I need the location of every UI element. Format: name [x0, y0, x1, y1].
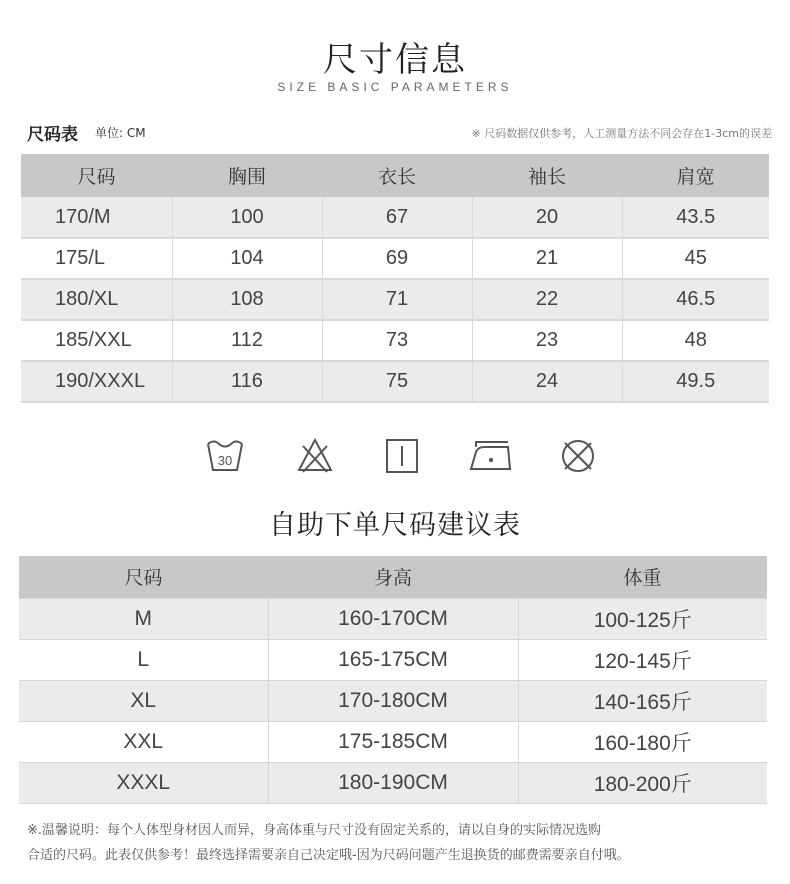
size-table-unit: 单位: CM [95, 126, 146, 140]
footnote-line: ※.温馨说明：每个人体型身材因人而异，身高体重与尺寸没有固定关系的，请以自身的实际情况选购 [27, 823, 602, 838]
table-cell: 69 [322, 238, 472, 279]
table-cell: 49.5 [622, 361, 769, 402]
table-cell: XL [19, 680, 268, 721]
table-row [19, 721, 767, 762]
table-cell: 180/XL [21, 279, 172, 320]
table-cell: 180-190CM [268, 762, 518, 803]
table-cell: 100-125斤 [518, 598, 767, 639]
table-cell: 100 [172, 197, 322, 238]
recommend-table [19, 556, 767, 804]
table-cell: 43.5 [622, 197, 769, 238]
table-cell: M [19, 598, 268, 639]
care-instructions [0, 436, 790, 476]
table-cell: 160-180斤 [518, 721, 767, 762]
table-cell: 67 [322, 197, 472, 238]
table-cell: 175-185CM [268, 721, 518, 762]
table-cell: 175/L [21, 238, 172, 279]
table-cell: 45 [622, 238, 769, 279]
footnote-line: 合适的尺码。此表仅供参考！最终选择需要亲自己决定哦-因为尺码问题产生退换货的邮费需要亲自付哦。 [27, 848, 630, 863]
hang-dry-icon [382, 436, 422, 476]
recommend-table-header-row [19, 556, 767, 598]
table-cell: 24 [472, 361, 622, 402]
table-row [21, 279, 769, 320]
table-cell: 165-175CM [268, 639, 518, 680]
table-row [19, 639, 767, 680]
table-cell: 120-145斤 [518, 639, 767, 680]
table-cell: 170/M [21, 197, 172, 238]
recommend-table-title: 自助下单尺码建议表 [269, 510, 521, 541]
footnote [27, 818, 782, 868]
table-cell: XXL [19, 721, 268, 762]
table-cell: 108 [172, 279, 322, 320]
table-cell: 21 [472, 238, 622, 279]
page-subtitle: SIZE BASIC PARAMETERS [277, 80, 513, 94]
size-table-header-row [21, 154, 769, 197]
iron-low-icon [468, 436, 514, 476]
column-header: 尺码 [21, 154, 172, 197]
table-cell: 185/XXL [21, 320, 172, 361]
wash-30-icon [205, 436, 245, 476]
size-table-header [27, 120, 772, 145]
table-row [19, 598, 767, 639]
size-table-name: 尺码表 [27, 125, 78, 145]
table-cell: 180-200斤 [518, 762, 767, 803]
table-cell: 20 [472, 197, 622, 238]
table-cell: 73 [322, 320, 472, 361]
table-cell: 48 [622, 320, 769, 361]
no-dry-clean-icon [558, 436, 598, 476]
table-cell: 160-170CM [268, 598, 518, 639]
table-cell: 104 [172, 238, 322, 279]
column-header: 体重 [518, 556, 767, 598]
table-cell: 190/XXXL [21, 361, 172, 402]
column-header: 袖长 [472, 154, 622, 197]
table-row [21, 238, 769, 279]
size-table [21, 154, 769, 403]
table-row [19, 680, 767, 721]
wash-temp-label: 30 [217, 453, 233, 468]
column-header: 身高 [268, 556, 518, 598]
column-header: 尺码 [19, 556, 268, 598]
no-bleach-icon [295, 436, 335, 476]
table-row [21, 361, 769, 402]
table-cell: 75 [322, 361, 472, 402]
column-header: 衣长 [322, 154, 472, 197]
table-cell: 23 [472, 320, 622, 361]
table-row [21, 197, 769, 238]
table-cell: 112 [172, 320, 322, 361]
table-row [19, 762, 767, 803]
table-cell: 116 [172, 361, 322, 402]
table-cell: 71 [322, 279, 472, 320]
table-cell: 22 [472, 279, 622, 320]
column-header: 肩宽 [622, 154, 769, 197]
table-cell: L [19, 639, 268, 680]
table-row [21, 320, 769, 361]
table-cell: 140-165斤 [518, 680, 767, 721]
table-cell: XXXL [19, 762, 268, 803]
column-header: 胸围 [172, 154, 322, 197]
table-cell: 170-180CM [268, 680, 518, 721]
page-title: 尺寸信息 [323, 40, 467, 80]
table-cell: 46.5 [622, 279, 769, 320]
size-table-note: ※ 尺码数据仅供参考，人工测量方法不同会存在1-3cm的误差 [471, 127, 772, 140]
